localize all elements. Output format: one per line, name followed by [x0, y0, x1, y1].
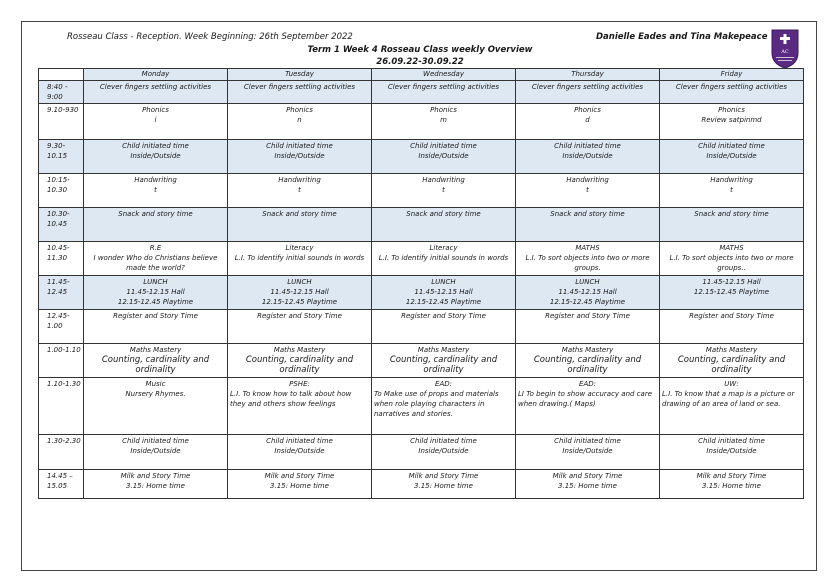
lesson-cell [372, 378, 516, 435]
day-header: Friday [660, 69, 804, 81]
lesson-detail: Inside/Outside [418, 152, 469, 160]
lesson-detail: n [297, 116, 302, 124]
lesson-cell [372, 276, 516, 310]
lesson-cell [228, 344, 372, 378]
lesson-title: PSHE: [289, 380, 310, 388]
lesson-detail: 11.45-12.15 Hall [126, 288, 185, 296]
lesson-cell [516, 276, 660, 310]
lesson-detail: 12.15-12.45 Playtime [261, 298, 338, 306]
lesson-detail: 11.45-12.15 Hall [270, 288, 329, 296]
weekly-timetable [38, 68, 804, 499]
lesson-title: Child initiated time [554, 142, 621, 150]
lesson-cell [516, 470, 660, 499]
lesson-cell [372, 174, 516, 208]
lesson-title: 11.45-12.15 Hall [702, 278, 761, 286]
lesson-title: Clever fingers settling activities [387, 83, 500, 91]
lesson-detail: Nursery Rhymes. [125, 390, 186, 398]
lesson-detail: Inside/Outside [274, 152, 325, 160]
teacher-names: Danielle Eades and Tina Makepeace [596, 32, 768, 42]
lesson-detail: L.I. To identify initial sounds in words [234, 254, 365, 262]
lesson-title: Snack and story time [406, 210, 481, 218]
lesson-detail: L.I. To sort objects into two or more groups. [525, 254, 650, 272]
lesson-cell [516, 435, 660, 470]
lesson-title: EAD: [579, 380, 596, 388]
lesson-cell [372, 208, 516, 242]
lesson-cell [84, 435, 228, 470]
lesson-detail: 12.15-12.45 Playtime [405, 298, 482, 306]
lesson-detail: 3.15: Home time [558, 482, 617, 490]
lesson-title: Handwriting [566, 176, 609, 184]
lesson-title: Handwriting [710, 176, 753, 184]
lesson-cell [372, 140, 516, 174]
lesson-title: Clever fingers settling activities [675, 83, 788, 91]
lesson-title: Clever fingers settling activities [243, 83, 356, 91]
lesson-detail: Inside/Outside [706, 152, 757, 160]
lesson-title: EAD: [435, 380, 452, 388]
lesson-cell [228, 81, 372, 104]
time-slot: 10:15-10.30 [39, 174, 84, 208]
lesson-cell [516, 174, 660, 208]
lesson-cell [84, 470, 228, 499]
lesson-detail: t [586, 186, 589, 194]
overview-title-dates: 26.09.22-30.09.22 [376, 57, 464, 67]
time-slot: 1.30-2.30 [39, 435, 84, 470]
lesson-title: Child initiated time [410, 142, 477, 150]
lesson-cell [84, 174, 228, 208]
lesson-title: Maths Mastery [273, 346, 326, 354]
lesson-title: Music [145, 380, 166, 388]
lesson-cell [228, 310, 372, 344]
lesson-title: Child initiated time [410, 437, 477, 445]
lesson-title: Milk and Story Time [120, 472, 191, 480]
lesson-detail: Inside/Outside [562, 447, 613, 455]
day-header: Tuesday [228, 69, 372, 81]
lesson-detail: Counting, cardinality and ordinality [677, 355, 786, 375]
lesson-cell [660, 140, 804, 174]
lesson-detail: Inside/Outside [130, 447, 181, 455]
lesson-title: Child initiated time [698, 142, 765, 150]
lesson-detail: L.I. To sort objects into two or more groups.. [669, 254, 794, 272]
lesson-title: Phonics [142, 106, 169, 114]
lesson-title: UW: [724, 380, 739, 388]
lesson-title: Maths Mastery [561, 346, 614, 354]
lesson-title: Register and Story Time [401, 312, 486, 320]
lesson-cell [228, 174, 372, 208]
timetable-row [39, 378, 804, 435]
lesson-cell [84, 104, 228, 140]
lesson-detail: L.I. To know how to talk about how they and others show feelings [230, 390, 352, 408]
day-header: Thursday [516, 69, 660, 81]
lesson-cell [84, 81, 228, 104]
overview-title [300, 44, 540, 68]
lesson-cell [660, 208, 804, 242]
lesson-cell [372, 435, 516, 470]
overview-title-line1: Term 1 Week 4 Rosseau Class weekly Overview [307, 45, 533, 55]
lesson-title: Child initiated time [266, 437, 333, 445]
lesson-detail: 3.15: Home time [126, 482, 185, 490]
time-slot: 11.45-12.45 [39, 276, 84, 310]
lesson-title: Milk and Story Time [696, 472, 767, 480]
lesson-title: Literacy [429, 244, 458, 252]
day-header: Monday [84, 69, 228, 81]
lesson-cell [660, 276, 804, 310]
timetable-row [39, 140, 804, 174]
lesson-cell [516, 104, 660, 140]
lesson-cell [660, 242, 804, 276]
lesson-detail: t [154, 186, 157, 194]
lesson-detail: L.I. To identify initial sounds in words [378, 254, 509, 262]
lesson-cell [516, 208, 660, 242]
lesson-detail: Counting, cardinality and ordinality [389, 355, 498, 375]
lesson-cell [84, 276, 228, 310]
lesson-title: Handwriting [422, 176, 465, 184]
lesson-title: R.E [149, 244, 162, 252]
lesson-detail: 11.45-12.15 Hall [558, 288, 617, 296]
lesson-cell [516, 140, 660, 174]
lesson-title: Register and Story Time [545, 312, 630, 320]
lesson-cell [84, 344, 228, 378]
lesson-cell [228, 470, 372, 499]
lesson-title: Milk and Story Time [408, 472, 479, 480]
lesson-title: Phonics [286, 106, 313, 114]
lesson-detail: 3.15: Home time [414, 482, 473, 490]
lesson-detail: Inside/Outside [562, 152, 613, 160]
lesson-cell [660, 174, 804, 208]
lesson-title: Snack and story time [694, 210, 769, 218]
lesson-cell [516, 378, 660, 435]
lesson-cell [516, 242, 660, 276]
lesson-title: Phonics [574, 106, 601, 114]
lesson-title: Child initiated time [698, 437, 765, 445]
timetable-row [39, 81, 804, 104]
timetable-row [39, 276, 804, 310]
lesson-cell [228, 104, 372, 140]
svg-text:AC: AC [781, 49, 789, 55]
lesson-detail: d [585, 116, 590, 124]
time-slot: 12.45-1.00 [39, 310, 84, 344]
lesson-cell [228, 140, 372, 174]
lesson-cell [84, 140, 228, 174]
lesson-detail: 11.45-12.15 Hall [414, 288, 473, 296]
timetable-row [39, 208, 804, 242]
lesson-detail: Inside/Outside [130, 152, 181, 160]
lesson-cell [228, 208, 372, 242]
timetable-row [39, 310, 804, 344]
lesson-title: Child initiated time [122, 142, 189, 150]
time-slot: 1.10-1.30 [39, 378, 84, 435]
lesson-cell [228, 378, 372, 435]
timetable-row [39, 104, 804, 140]
lesson-detail: I wonder Who do Christians believe made the world? [93, 254, 218, 272]
lesson-title: Handwriting [134, 176, 177, 184]
lesson-detail: Inside/Outside [418, 447, 469, 455]
lesson-title: Snack and story time [262, 210, 337, 218]
day-header-row [39, 69, 804, 81]
lesson-detail: Counting, cardinality and ordinality [245, 355, 354, 375]
lesson-title: Literacy [285, 244, 314, 252]
lesson-title: Snack and story time [550, 210, 625, 218]
lesson-cell [84, 310, 228, 344]
lesson-cell [516, 81, 660, 104]
lesson-detail: t [298, 186, 301, 194]
lesson-cell [372, 104, 516, 140]
lesson-detail: Inside/Outside [274, 447, 325, 455]
lesson-detail: m [440, 116, 447, 124]
lesson-detail: 12.15-12.45 Playtime [549, 298, 626, 306]
lesson-cell [84, 242, 228, 276]
lesson-detail: t [442, 186, 445, 194]
lesson-title: Register and Story Time [257, 312, 342, 320]
lesson-detail: 12.15-12.45 Playtime [693, 288, 770, 296]
lesson-title: Register and Story Time [113, 312, 198, 320]
lesson-title: LUNCH [143, 278, 168, 286]
lesson-title: LUNCH [431, 278, 456, 286]
timetable-row [39, 174, 804, 208]
lesson-title: Clever fingers settling activities [99, 83, 212, 91]
time-slot: 14.45 – 15.05 [39, 470, 84, 499]
lesson-cell [84, 378, 228, 435]
time-slot: 1.00-1.10 [39, 344, 84, 378]
lesson-title: Phonics [430, 106, 457, 114]
lesson-cell [660, 470, 804, 499]
lesson-detail: 12.15-12.45 Playtime [117, 298, 194, 306]
lesson-title: Milk and Story Time [264, 472, 335, 480]
lesson-detail: 3.15: Home time [702, 482, 761, 490]
lesson-cell [372, 470, 516, 499]
lesson-title: Maths Mastery [705, 346, 758, 354]
school-crest-icon [769, 27, 801, 69]
lesson-detail: Inside/Outside [706, 447, 757, 455]
lesson-title: Maths Mastery [129, 346, 182, 354]
time-slot: 8:40 - 9:00 [39, 81, 84, 104]
lesson-detail: LI To begin to show accuracy and care when drawing.( Maps) [518, 390, 653, 408]
lesson-cell [84, 208, 228, 242]
lesson-cell [372, 344, 516, 378]
time-slot: 9.30-10.15 [39, 140, 84, 174]
lesson-cell [372, 81, 516, 104]
lesson-cell [372, 242, 516, 276]
lesson-cell [228, 276, 372, 310]
corner-cell [39, 69, 84, 81]
lesson-detail: i [154, 116, 157, 124]
lesson-cell [516, 344, 660, 378]
time-slot: 10.45-11.30 [39, 242, 84, 276]
lesson-cell [660, 378, 804, 435]
lesson-detail: Review satpinmd [701, 116, 762, 124]
lesson-detail: L.I. To know that a map is a picture or drawing of an area of land or sea. [662, 390, 795, 408]
day-header: Wednesday [372, 69, 516, 81]
timetable-row [39, 242, 804, 276]
lesson-cell [660, 344, 804, 378]
lesson-title: LUNCH [575, 278, 600, 286]
lesson-title: Clever fingers settling activities [531, 83, 644, 91]
lesson-title: Snack and story time [118, 210, 193, 218]
lesson-detail: Counting, cardinality and ordinality [533, 355, 642, 375]
lesson-cell [660, 104, 804, 140]
time-slot: 9.10-930 [39, 104, 84, 140]
lesson-title: Child initiated time [122, 437, 189, 445]
timetable-row [39, 435, 804, 470]
lesson-detail: t [730, 186, 733, 194]
lesson-cell [228, 435, 372, 470]
lesson-cell [516, 310, 660, 344]
lesson-title: MATHS [719, 244, 744, 252]
lesson-title: Register and Story Time [689, 312, 774, 320]
lesson-title: Child initiated time [554, 437, 621, 445]
lesson-cell [660, 435, 804, 470]
lesson-cell [660, 310, 804, 344]
time-slot: 10.30-10.45 [39, 208, 84, 242]
lesson-title: Child initiated time [266, 142, 333, 150]
lesson-detail: 3.15: Home time [270, 482, 329, 490]
lesson-detail: To Make use of props and materials when role playing characters in narratives and stories. [374, 390, 499, 418]
class-week-heading: Rosseau Class - Reception. Week Beginning: 26th September 2022 [67, 32, 353, 42]
lesson-title: Maths Mastery [417, 346, 470, 354]
lesson-title: MATHS [575, 244, 600, 252]
timetable-row [39, 344, 804, 378]
lesson-title: Handwriting [278, 176, 321, 184]
lesson-title: Milk and Story Time [552, 472, 623, 480]
lesson-cell [228, 242, 372, 276]
lesson-title: Phonics [718, 106, 745, 114]
lesson-detail: Counting, cardinality and ordinality [101, 355, 210, 375]
timetable-row [39, 470, 804, 499]
lesson-cell [372, 310, 516, 344]
lesson-title: LUNCH [287, 278, 312, 286]
lesson-cell [660, 81, 804, 104]
